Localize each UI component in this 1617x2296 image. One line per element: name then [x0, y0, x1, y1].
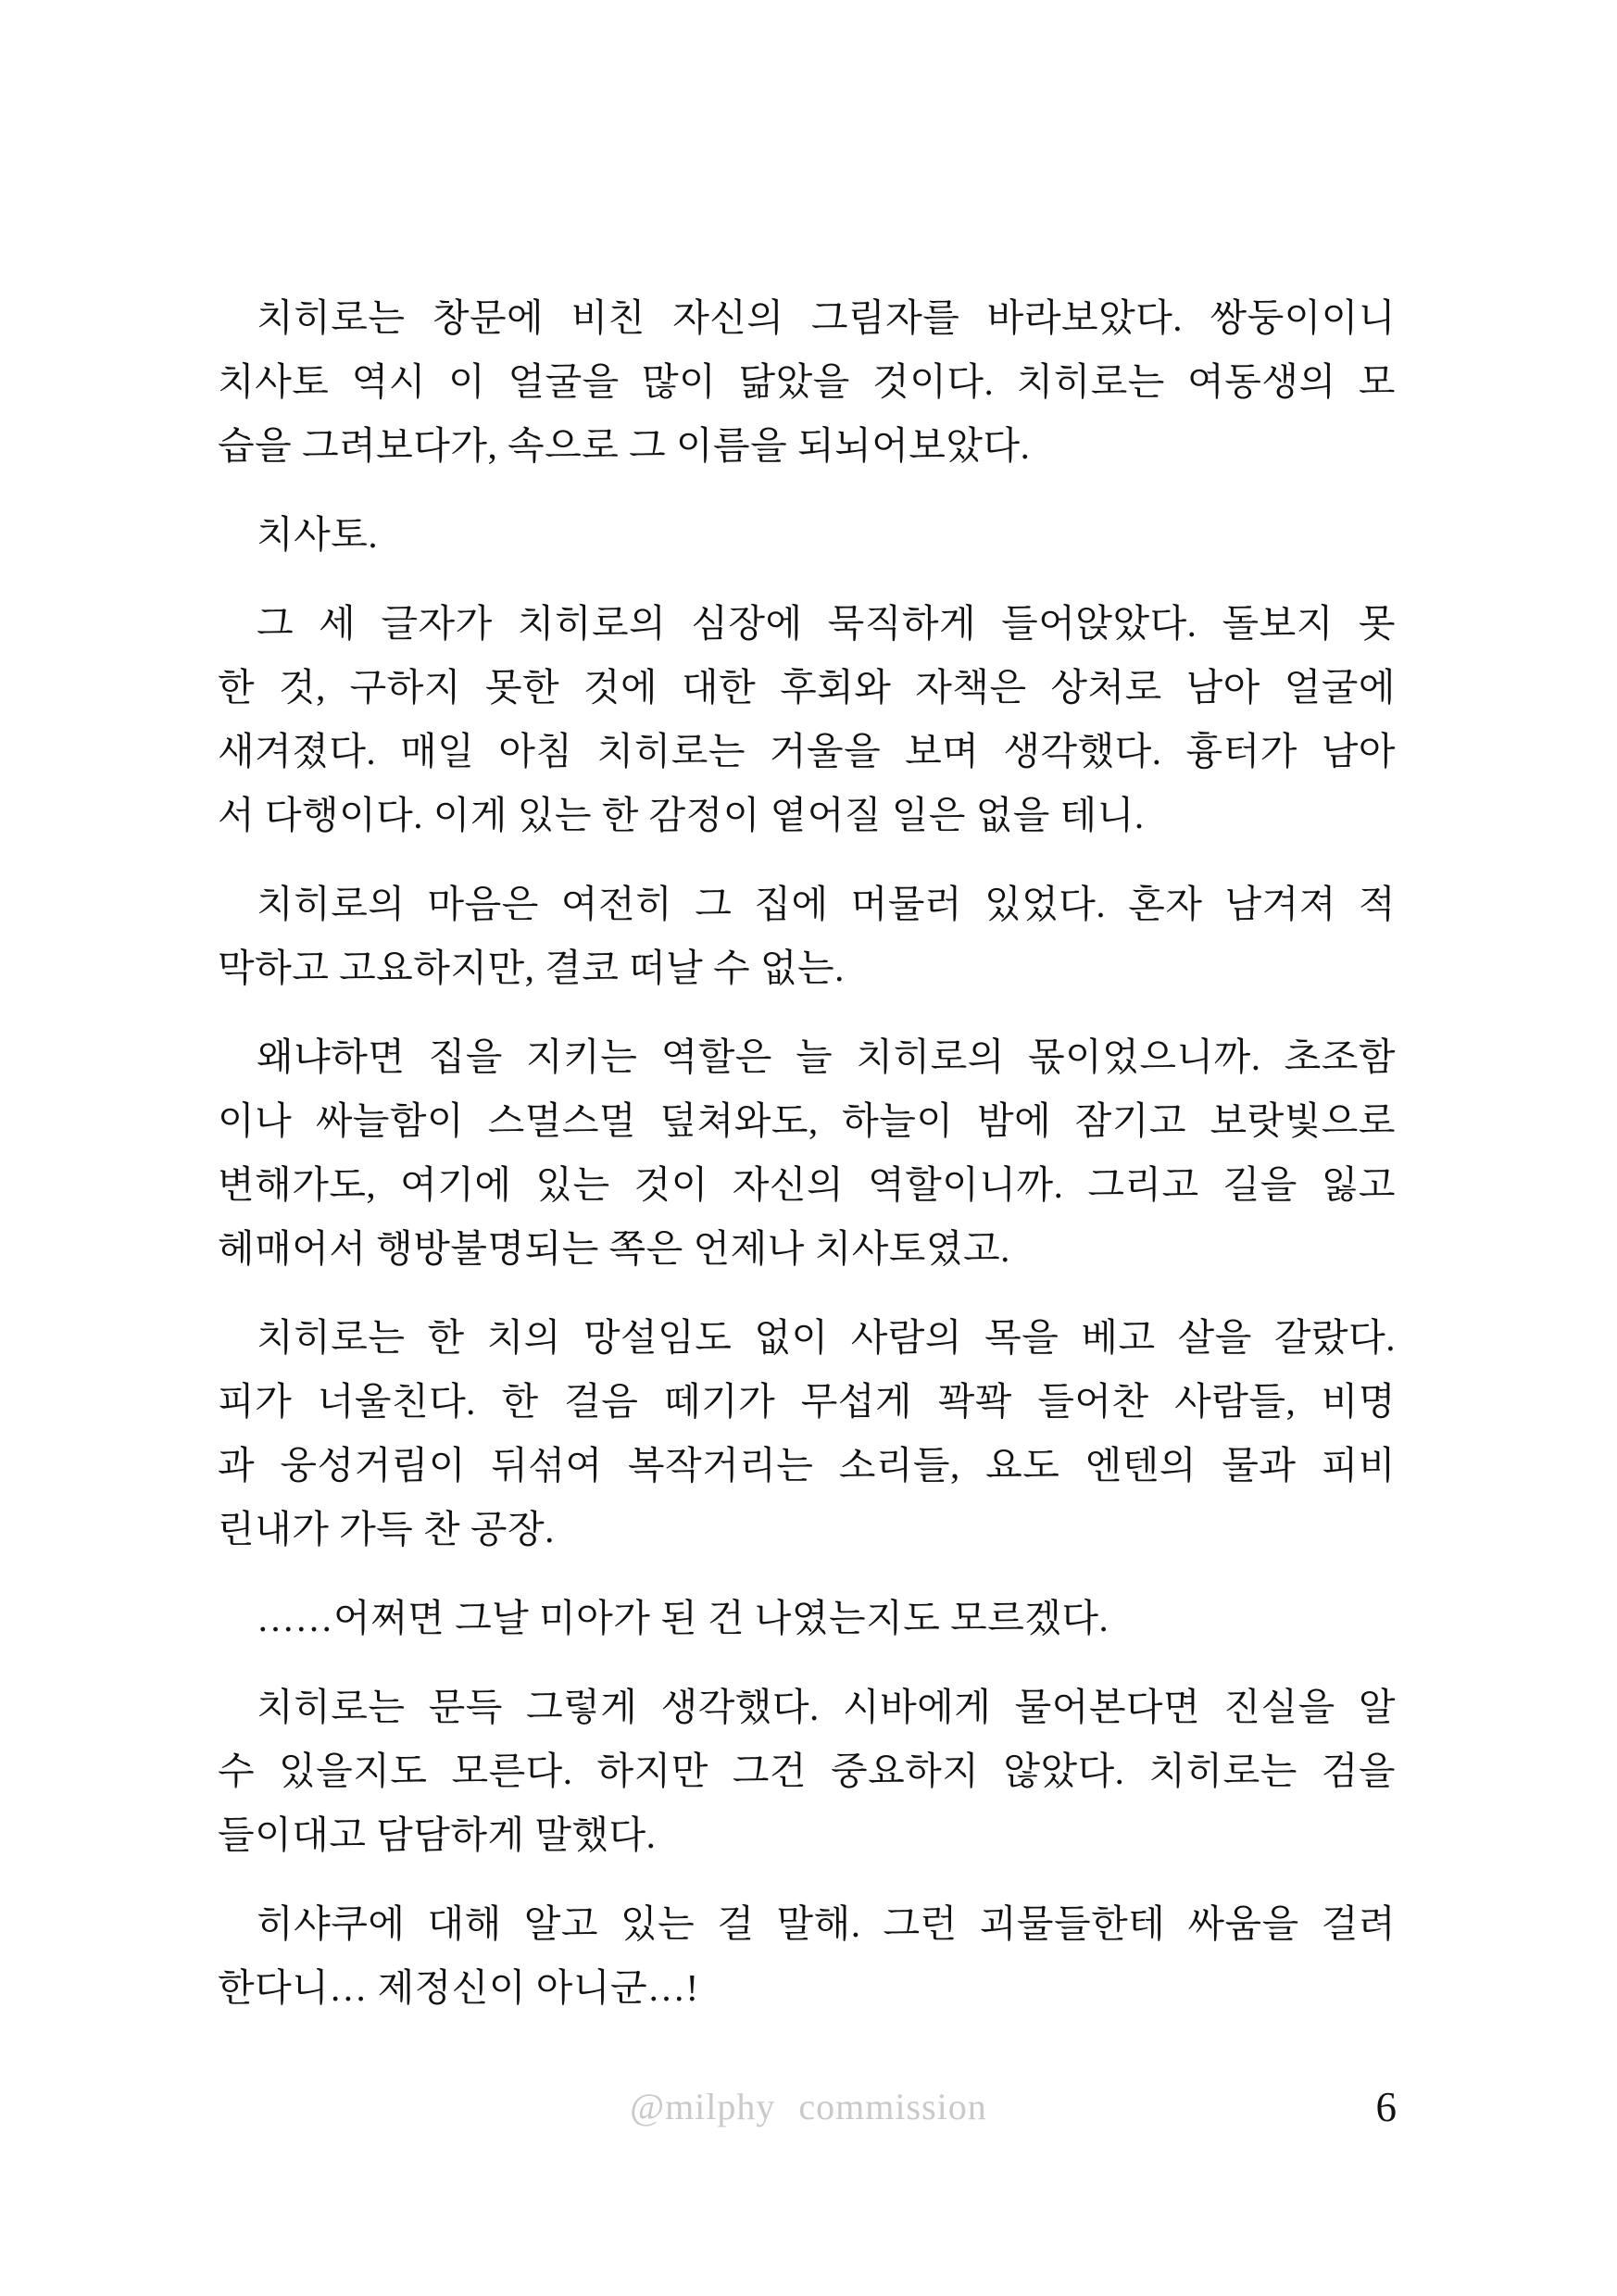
text-line: 린내가 가득 찬 공장.	[218, 1508, 555, 1550]
text-line: 막하고 고요하지만, 결코 떠날 수 없는.	[218, 947, 845, 989]
page-number: 6	[1375, 2084, 1397, 2130]
text-line: 히샤쿠에 대해 알고 있는 걸 말해. 그런 괴물들한테 싸움을 걸려	[257, 1902, 1396, 1945]
text-line: 한 것, 구하지 못한 것에 대한 후회와 자책은 상처로 남아 얼굴에	[218, 666, 1396, 709]
paragraph	[218, 1892, 1396, 2020]
paragraph	[218, 1587, 1396, 1650]
paragraph	[218, 503, 1396, 567]
text-line: 서 다행이다. 이게 있는 한 감정이 옅어질 일은 없을 테니.	[218, 794, 1145, 836]
watermark-text: @milphy commission	[630, 2086, 987, 2127]
text-line: 치사토 역시 이 얼굴을 많이 닮았을 것이다. 치히로는 여동생의 모	[218, 360, 1396, 403]
text-line: 치히로는 문득 그렇게 생각했다. 시바에게 물어본다면 진실을 알	[257, 1686, 1396, 1728]
paragraph	[218, 1025, 1396, 1281]
page-footer	[0, 2075, 1617, 2139]
body-text	[218, 286, 1396, 2020]
text-line: ……어쩌면 그날 미아가 된 건 나였는지도 모르겠다.	[257, 1597, 1109, 1639]
text-line: 수 있을지도 모른다. 하지만 그건 중요하지 않았다. 치히로는 검을	[218, 1750, 1396, 1792]
paragraph	[218, 1306, 1396, 1562]
text-line: 왜냐하면 집을 지키는 역할은 늘 치히로의 몫이었으니까. 초조함	[257, 1035, 1396, 1078]
text-line: 그 세 글자가 치히로의 심장에 묵직하게 들어앉았다. 돌보지 못	[257, 602, 1396, 645]
paragraph	[218, 1675, 1396, 1867]
text-line: 이나 싸늘함이 스멀스멀 덮쳐와도, 하늘이 밤에 잠기고 보랏빛으로	[218, 1099, 1396, 1142]
text-line: 치사토.	[257, 513, 379, 556]
text-line: 과 웅성거림이 뒤섞여 복작거리는 소리들, 요도 엔텐의 물과 피비	[218, 1444, 1396, 1487]
paragraph	[218, 286, 1396, 478]
text-line: 들이대고 담담하게 말했다.	[218, 1813, 657, 1856]
paragraph	[218, 592, 1396, 847]
paragraph	[218, 872, 1396, 1000]
text-line: 새겨졌다. 매일 아침 치히로는 거울을 보며 생각했다. 흉터가 남아	[218, 730, 1396, 772]
text-line: 한다니… 제정신이 아니군…!	[218, 1966, 699, 2009]
text-line: 헤매어서 행방불명되는 쪽은 언제나 치사토였고.	[218, 1227, 1010, 1270]
text-line: 피가 너울친다. 한 걸음 떼기가 무섭게 꽉꽉 들어찬 사람들, 비명	[218, 1380, 1396, 1423]
text-line: 습을 그려보다가, 속으로 그 이름을 되뇌어보았다.	[218, 424, 1031, 467]
text-line: 치히로의 마음은 여전히 그 집에 머물러 있었다. 혼자 남겨져 적	[257, 883, 1396, 925]
text-line: 변해가도, 여기에 있는 것이 자신의 역할이니까. 그리고 길을 잃고	[218, 1163, 1396, 1206]
text-line: 치히로는 창문에 비친 자신의 그림자를 바라보았다. 쌍둥이이니	[257, 296, 1396, 339]
text-line: 치히로는 한 치의 망설임도 없이 사람의 목을 베고 살을 갈랐다.	[257, 1316, 1396, 1359]
